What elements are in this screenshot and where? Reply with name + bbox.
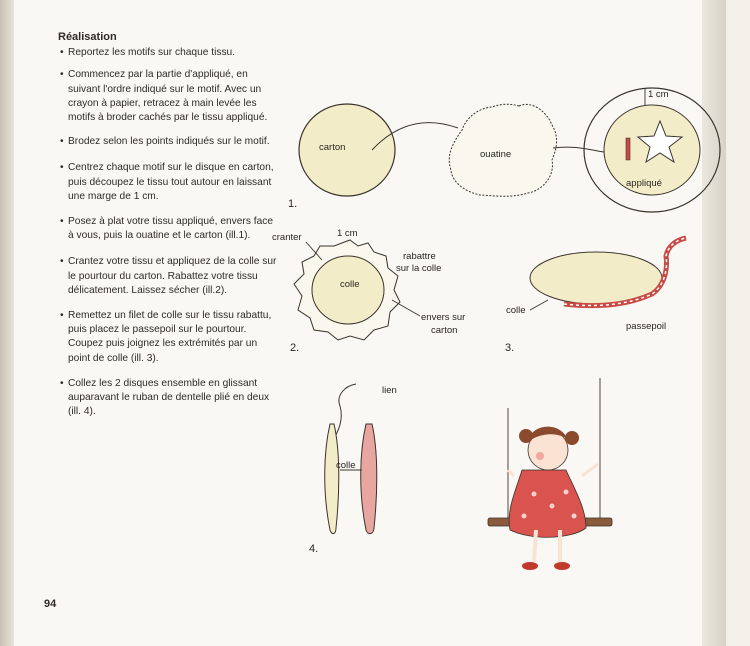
bullet: •: [60, 162, 64, 174]
shoe-left: [522, 562, 538, 570]
bullet: •: [60, 377, 64, 389]
bullet: •: [60, 310, 64, 322]
disc-right: [361, 424, 377, 534]
figure-motif: [626, 138, 630, 160]
rabattre-label-2: sur la colle: [396, 263, 442, 274]
cranter-label: cranter: [272, 232, 302, 243]
margin-label: 1 cm: [337, 228, 358, 239]
illustration-3: [505, 238, 686, 354]
illustration-number: 3.: [505, 342, 515, 354]
bullet: •: [60, 216, 64, 228]
step-text: Commencez par la partie d'appliqué, en suivant l'ordre indiqué sur le motif. Avec un crayon à papier, retracez à main levée les motifs à broder cachés par le tissu appliqué.: [68, 69, 268, 124]
dress-dot: [532, 492, 537, 497]
dress: [509, 470, 586, 537]
envers-label-1: envers sur: [421, 312, 466, 323]
dress-dot: [522, 514, 527, 519]
page-number: 94: [44, 598, 57, 610]
hair-bun-right: [565, 431, 579, 445]
illustration-number: 4.: [309, 543, 319, 555]
step-text: Reportez les motifs sur chaque tissu.: [68, 47, 236, 59]
illustration-number: 2.: [290, 342, 300, 354]
arm-right: [582, 464, 598, 476]
colle-label: colle: [506, 305, 526, 316]
ouatine-label: ouatine: [480, 149, 512, 160]
step-text: Centrez chaque motif sur le disque en carton, puis découpez le tissu tout autour en laissant une marge de 1 cm.: [68, 162, 274, 202]
step-text: Remettez un filet de colle sur le tissu rabattu, puis placez le passepoil sur le pourtour. Coupez puis joignez les extrémités par un point de colle (ill. 3).: [68, 310, 272, 364]
illustration-number: 1.: [288, 198, 298, 210]
dress-dot: [550, 504, 555, 509]
hair-bun-left: [519, 429, 533, 443]
illustration-4: [309, 384, 397, 555]
dress-dot: [564, 490, 569, 495]
section-heading: Réalisation: [58, 31, 117, 43]
shoe-right: [554, 562, 570, 570]
step-text: Crantez votre tissu et appliquez de la colle sur le pourtour du carton. Rabattez votre tissu délicatement. Laissez sécher (ill.2).: [68, 256, 277, 296]
carton-disc: [312, 256, 384, 324]
bullet: •: [60, 136, 64, 148]
passepoil-label: passepoil: [626, 321, 667, 332]
bullet: •: [60, 69, 64, 81]
rabattre-label-1: rabattre: [403, 251, 436, 262]
colle-label: colle: [340, 279, 360, 290]
illustration-2: [272, 228, 465, 354]
disc-left: [325, 424, 339, 534]
lien-label: lien: [382, 385, 397, 396]
arrow-ouatine-applique: [553, 147, 604, 152]
step-text: Posez à plat votre tissu appliqué, envers face à vous, puis la ouatine et le carton (ill.1).: [68, 216, 273, 242]
colle-label: colle: [336, 460, 356, 471]
cheek: [536, 452, 544, 460]
margin-label: 1 cm: [648, 89, 669, 100]
girl-on-swing-drawing: [488, 378, 612, 570]
bullet: •: [60, 47, 64, 59]
carton-disc: [299, 104, 395, 196]
arm-left: [508, 470, 514, 476]
illustration-1: [288, 88, 720, 212]
dress-dot: [572, 514, 577, 519]
applique-label: appliqué: [626, 178, 662, 189]
bullet: •: [60, 256, 64, 268]
envers-label-2: carton: [431, 325, 458, 336]
envers-pointer: [392, 300, 420, 316]
step-text: Collez les 2 disques ensemble en glissant auparavant le ruban de dentelle plié en deux (ill. 4).: [68, 377, 270, 418]
colle-pointer: [530, 300, 548, 310]
step-text: Brodez selon les points indiqués sur le motif.: [68, 136, 270, 148]
carton-label: carton: [319, 142, 346, 153]
